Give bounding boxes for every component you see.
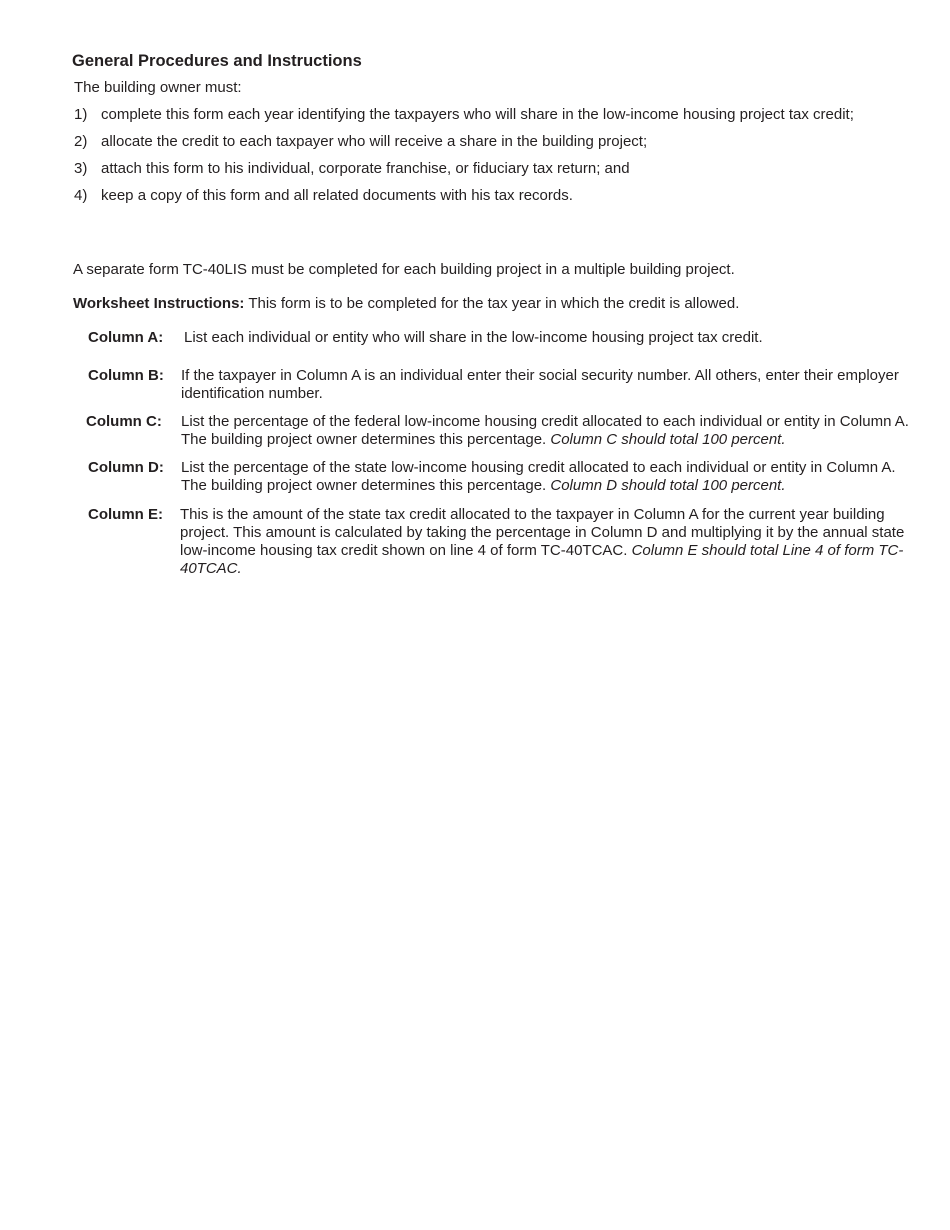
list-item — [0, 160, 950, 178]
intro-text: The building owner must: — [74, 79, 242, 96]
column-description-note: Column E should total Line 4 of form TC-40TCAC. — [180, 542, 904, 577]
column-description — [181, 459, 916, 495]
column-label: Column C: — [86, 413, 162, 430]
separate-form-note: A separate form TC-40LIS must be completed for each building project in a multiple building project. — [73, 261, 735, 278]
column-description-note: Column D should total 100 percent. — [550, 477, 786, 494]
list-item — [0, 187, 950, 205]
column-description-text: List the percentage of the federal low-income housing credit allocated to each individual or entity in Column A. The building project owner determines this percentage. — [181, 413, 909, 448]
column-label: Column B: — [88, 367, 164, 384]
column-label: Column D: — [88, 459, 164, 476]
column-description — [180, 506, 918, 578]
column-description-text: List each individual or entity who will share in the low-income housing project tax credit. — [184, 329, 763, 346]
column-description — [184, 329, 919, 347]
column-label: Column E: — [88, 506, 163, 523]
step-number: 4) — [74, 187, 88, 204]
list-item — [0, 106, 950, 124]
step-text: keep a copy of this form and all related documents with his tax records. — [101, 187, 573, 204]
column-label: Column A: — [88, 329, 164, 346]
worksheet-label: Worksheet Instructions: — [73, 295, 245, 312]
step-text: complete this form each year identifying the taxpayers who will share in the low-income housing project tax credit; — [101, 106, 854, 123]
list-item — [0, 133, 950, 151]
step-number: 3) — [74, 160, 88, 177]
step-number: 2) — [74, 133, 88, 150]
worksheet-instructions — [73, 295, 739, 313]
step-number: 1) — [74, 106, 88, 123]
column-description — [181, 413, 916, 449]
step-text: allocate the credit to each taxpayer who will receive a share in the building project; — [101, 133, 648, 150]
column-description-text: If the taxpayer in Column A is an individual enter their social security number. All others, enter their employer identification number. — [181, 367, 899, 402]
section-title: General Procedures and Instructions — [72, 52, 362, 70]
column-description — [181, 367, 916, 403]
worksheet-text: This form is to be completed for the tax year in which the credit is allowed. — [244, 295, 740, 312]
step-text: attach this form to his individual, corporate franchise, or fiduciary tax return; and — [101, 160, 630, 177]
column-description-text: This is the amount of the state tax credit allocated to the taxpayer in Column A for the current year building project. This amount is calculated by taking the percentage in Column D and multiplying it by the annual state low-income housing tax credit shown on line 4 of form TC-40TCAC. — [180, 506, 905, 559]
column-description-note: Column C should total 100 percent. — [550, 431, 786, 448]
column-description-text: List the percentage of the state low-income housing credit allocated to each individual or entity in Column A. The building project owner determines this percentage. — [181, 459, 896, 494]
